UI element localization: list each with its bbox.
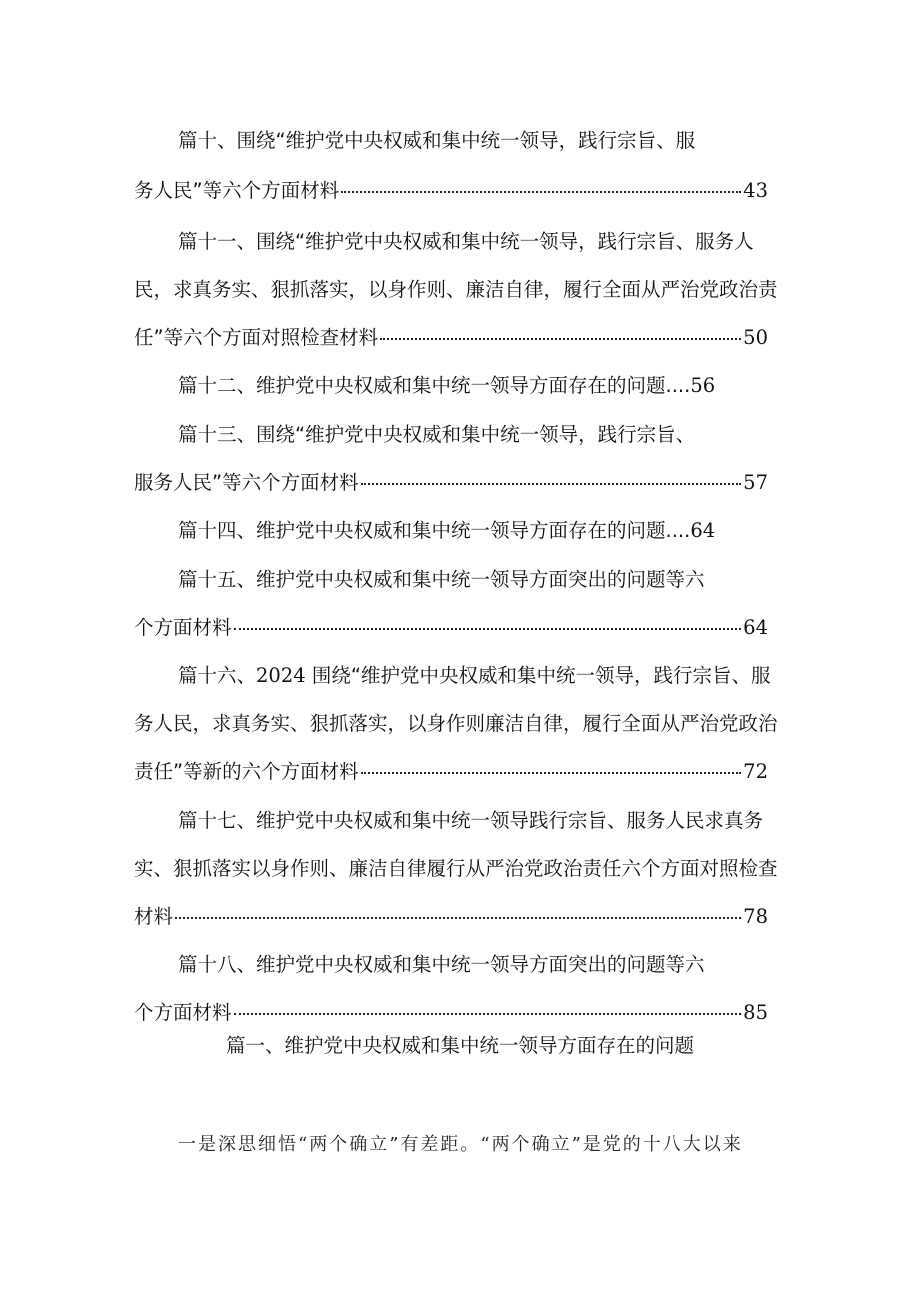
- dot-leader: ....: [665, 519, 691, 542]
- toc-entry-text: 篇十二、维护党中央权威和集中统一领导方面存在的问题: [178, 374, 666, 397]
- toc-entry-text: 服务人民”等六个方面材料: [134, 471, 359, 494]
- toc-entry-text: 篇十六、: [178, 664, 257, 687]
- dot-leader: [361, 771, 742, 774]
- toc-page-number: 64: [743, 616, 768, 639]
- toc-entry-text: 务人民，求真务实、狠抓落实，以身作则廉洁自律，履行全面从严治党政治: [134, 712, 778, 735]
- toc-entry-first-line: [178, 660, 770, 688]
- toc-entry-text: 务人民”等六个方面材料: [134, 179, 340, 202]
- toc-entry-text: 实、狠抓落实以身作则、廉洁自律履行从严治党政治责任六个方面对照检查: [134, 857, 778, 880]
- toc-entry-text: 民，求真务实、狠抓落实，以身作则、廉洁自律，履行全面从严治党政治责: [134, 278, 778, 301]
- toc-entry-last-line: [134, 756, 768, 784]
- toc-entry-text: 篇十一、围绕“维护党中央权威和集中统一领导，践行宗旨、服务人: [178, 230, 754, 253]
- toc-entry-text: 个方面材料: [134, 616, 232, 639]
- toc-entry-last-line: [134, 901, 768, 929]
- toc-entry-text: 个方面材料: [134, 1001, 232, 1024]
- body-paragraph: 一是深思细悟“两个确立”有差距。“两个确立”是党的十八大以来: [178, 1134, 743, 1155]
- dot-leader: [175, 916, 741, 919]
- toc-entry-year: 2024: [256, 664, 306, 687]
- dot-leader: ....: [665, 374, 691, 397]
- section-title: 篇一、维护党中央权威和集中统一领导方面存在的问题: [225, 1034, 694, 1057]
- toc-page-number: 72: [743, 760, 768, 783]
- toc-page-number: 78: [743, 905, 768, 928]
- toc-entry-text: 材料: [134, 905, 174, 928]
- toc-entry-last-line: [134, 175, 768, 203]
- dot-leader: [361, 482, 742, 485]
- toc-entry-text: 任”等六个方面对照检查材料: [134, 326, 379, 349]
- toc-entry-last-line: [134, 612, 768, 640]
- dot-leader: [234, 627, 742, 630]
- toc-entry-text: 篇十四、维护党中央权威和集中统一领导方面存在的问题: [178, 519, 666, 542]
- toc-entry-last-line: [134, 997, 768, 1025]
- toc-entry-text: 篇十八、维护党中央权威和集中统一领导方面突出的问题等六: [178, 953, 705, 976]
- dot-leader: [341, 190, 741, 193]
- toc-page-number: 43: [743, 179, 768, 202]
- toc-page-number: 85: [743, 1001, 768, 1024]
- dot-leader: [234, 1012, 742, 1015]
- toc-entry-text: 围绕“维护党中央权威和集中统一领导，践行宗旨、服: [311, 664, 771, 687]
- toc-page-number: 50: [743, 326, 768, 349]
- toc-page-number: 64: [690, 519, 716, 542]
- toc-entry-text: 篇十三、围绕“维护党中央权威和集中统一领导，践行宗旨、: [178, 423, 696, 446]
- toc-entry-single-line: [178, 370, 715, 398]
- toc-entry-text: 篇十五、维护党中央权威和集中统一领导方面突出的问题等六: [178, 568, 705, 591]
- toc-page-number: 57: [743, 471, 768, 494]
- toc-entry-text: 篇十、围绕“维护党中央权威和集中统一领导，践行宗旨、服: [178, 129, 696, 152]
- dot-leader: [380, 337, 741, 340]
- toc-entry-text: 篇十七、维护党中央权威和集中统一领导践行宗旨、服务人民求真务: [178, 809, 764, 832]
- toc-entry-text: 责任”等新的六个方面材料: [134, 760, 359, 783]
- toc-page-number: 56: [690, 374, 716, 397]
- toc-entry-single-line: [178, 515, 715, 543]
- toc-entry-last-line: [134, 467, 768, 495]
- toc-entry-last-line: [134, 322, 768, 350]
